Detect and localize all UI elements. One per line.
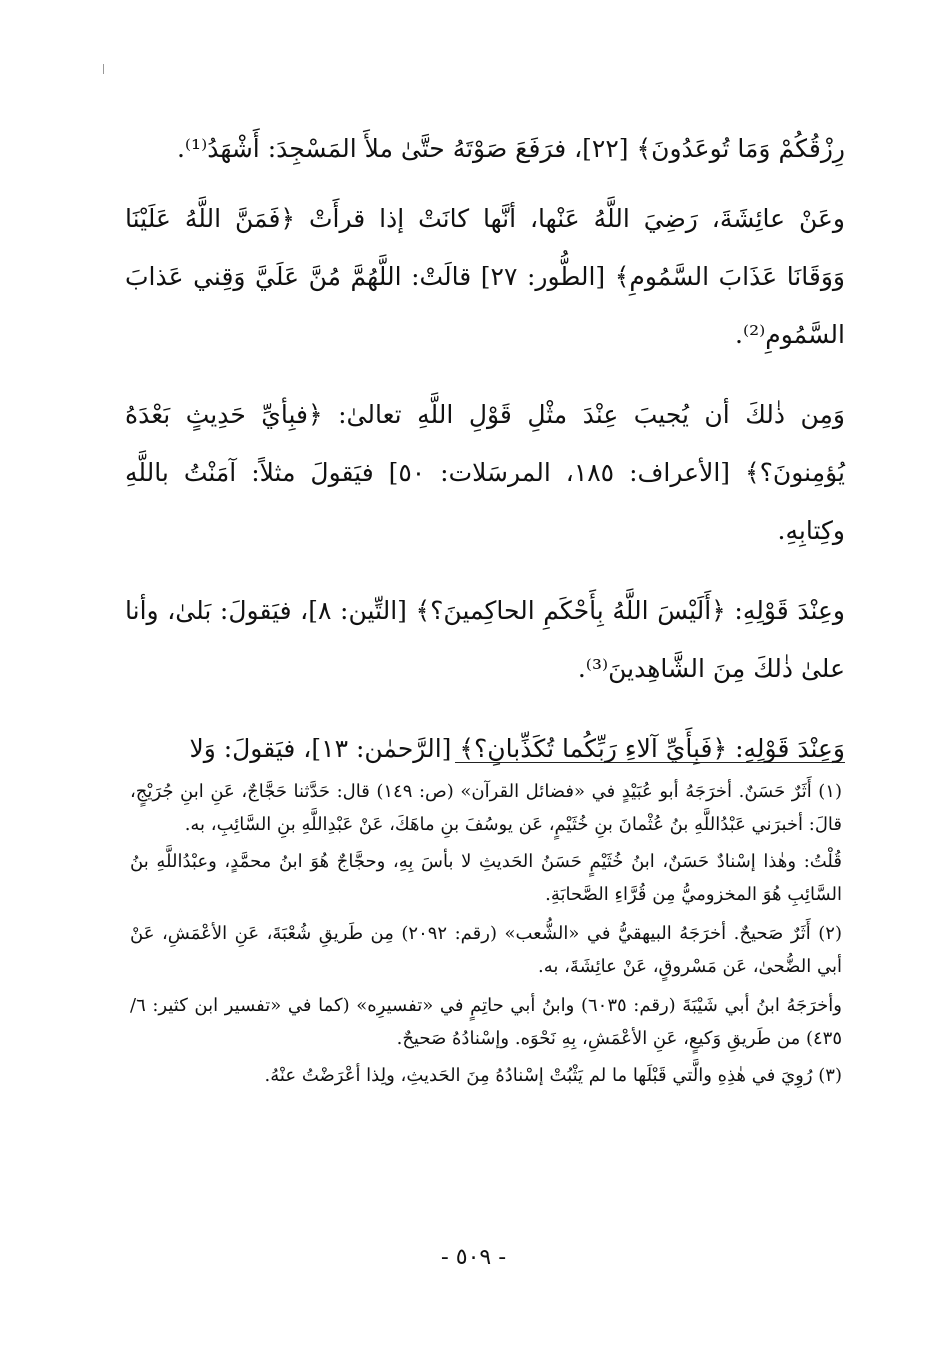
footnote-2: (٢) أَثَرٌ صَحيحٌ. أخرَجَهُ البيهقيُّ في «الشُّعب» (رقم: ٢٠٩٢) مِن طَريقِ شُعْبَةَ، عَنِ الأعْمَشِ، عَنْ أبي الضُّحىٰ، عَن مَسْروقٍ، عَنْ عائِشَةَ، به. xyxy=(130,923,842,977)
footnote-separator xyxy=(455,762,845,763)
footnote-1-comment: قُلْتُ: وهٰذا إسْنادٌ حَسَنٌ، ابنُ خُثَيْمٍ حَسَنُ الحَديثِ لا بأسَ بِهِ، وحجَّاجٌ هُوَ ابنُ محمَّدٍ، وعبْدُاللَّهِ بنُ السَّائِبِ هُوَ المخزوميُّ مِن قُرَّاءِ الصَّحابَةِ. xyxy=(130,851,842,905)
main-text xyxy=(125,120,845,800)
footnotes xyxy=(130,775,842,1096)
paragraph-3: وَمِن ذٰلكَ أن يُجيبَ عِنْدَ مثْلِ قَوْلِ اللَّهِ تعالىٰ: ﴿فبِأيِّ حَدِيثٍ بَعْدَهُ يُؤمِنونَ؟﴾ [الأعراف: ١٨٥، المرسَلات: ٥٠] فيَقولَ مثلاً: آمَنْتُ باللَّهِ وكِتابِهِ. xyxy=(125,400,846,545)
paragraph-5: وَعِنْدَ قَوْلِهِ: ﴿فَبِأَيِّ آلاءِ رَبِّكُما تُكَذِّبانِ؟﴾ [الرَّحمٰن: ١٣]، فيَقولَ: وَلا xyxy=(189,734,845,763)
footnote-2-addendum: وأخرَجَهُ ابنُ أبي شَيْبَةَ (رقم: ٦٠٣٥) وابنُ أبي حاتِمٍ في «تفسيرِه» (كما في «تفسير ابن كثير: ٦/ ٤٣٥) من طَريقِ وَكيعٍ، عَنِ الأعْمَشِ، بِهِ نَحْوَه. وإسْنادُهُ صَحيحٌ. xyxy=(130,995,842,1049)
paragraph-1: رِزْقُكُمْ وَمَا تُوعَدُونَ﴾ [٢٢]، فرَفَعَ صَوْتَهُ حتَّىٰ ملأَ المَسْجِدَ: أَشْهَدُ⁽¹⁾. xyxy=(176,134,845,163)
paragraph-2: وعَنْ عائِشَةَ، رَضِيَ اللَّهُ عَنْها، أنَّها كانَتْ إذا قرأَتْ ﴿فَمَنَّ اللَّهُ عَلَيْنَا وَوَقَانَا عَذَابَ السَّمُومِ﴾ [الطُّور: ٢٧] قالَتْ: اللَّهُمَّ مُنَّ عَلَيَّ وَقِني عَذابَ السَّمُومِ⁽²⁾. xyxy=(125,204,846,349)
scan-mark xyxy=(103,64,104,74)
paragraph-4: وعِنْدَ قَوْلِهِ: ﴿أَلَيْسَ اللَّهُ بِأَحْكَمِ الحاكِمينَ؟﴾ [التِّين: ٨]، فيَقولَ: بَلىٰ، وأنا علىٰ ذٰلكَ مِنَ الشَّاهِدينَ⁽³⁾. xyxy=(125,596,845,683)
page-number: - ٥٠٩ - xyxy=(440,1245,507,1270)
footnote-3: (٣) رُوِيَ في هٰذِهِ والَّتي قَبْلَها ما لم يَثْبُتْ إسْنادُهُ مِنَ الحَديثِ، ولِذا أعْرَضْتُ عنْهُ. xyxy=(264,1065,842,1086)
footnote-1: (١) أَثَرٌ حَسَنٌ. أخرَجَهُ أبو عُبَيْدٍ في «فضائل القرآن» (ص: ١٤٩) قال: حَدَّثنا حَجَّاجٌ، عَنِ ابنِ جُرَيْجٍ، قالَ: أخبرَني عَبْدُاللَّهِ بنُ عُثْمانَ بنِ خُثَيْمٍ، عَن يوسُفَ بنِ ماهَكَ، عَنْ عَبْدِاللَّهِ بنِ السَّائِبِ، به. xyxy=(130,781,842,835)
